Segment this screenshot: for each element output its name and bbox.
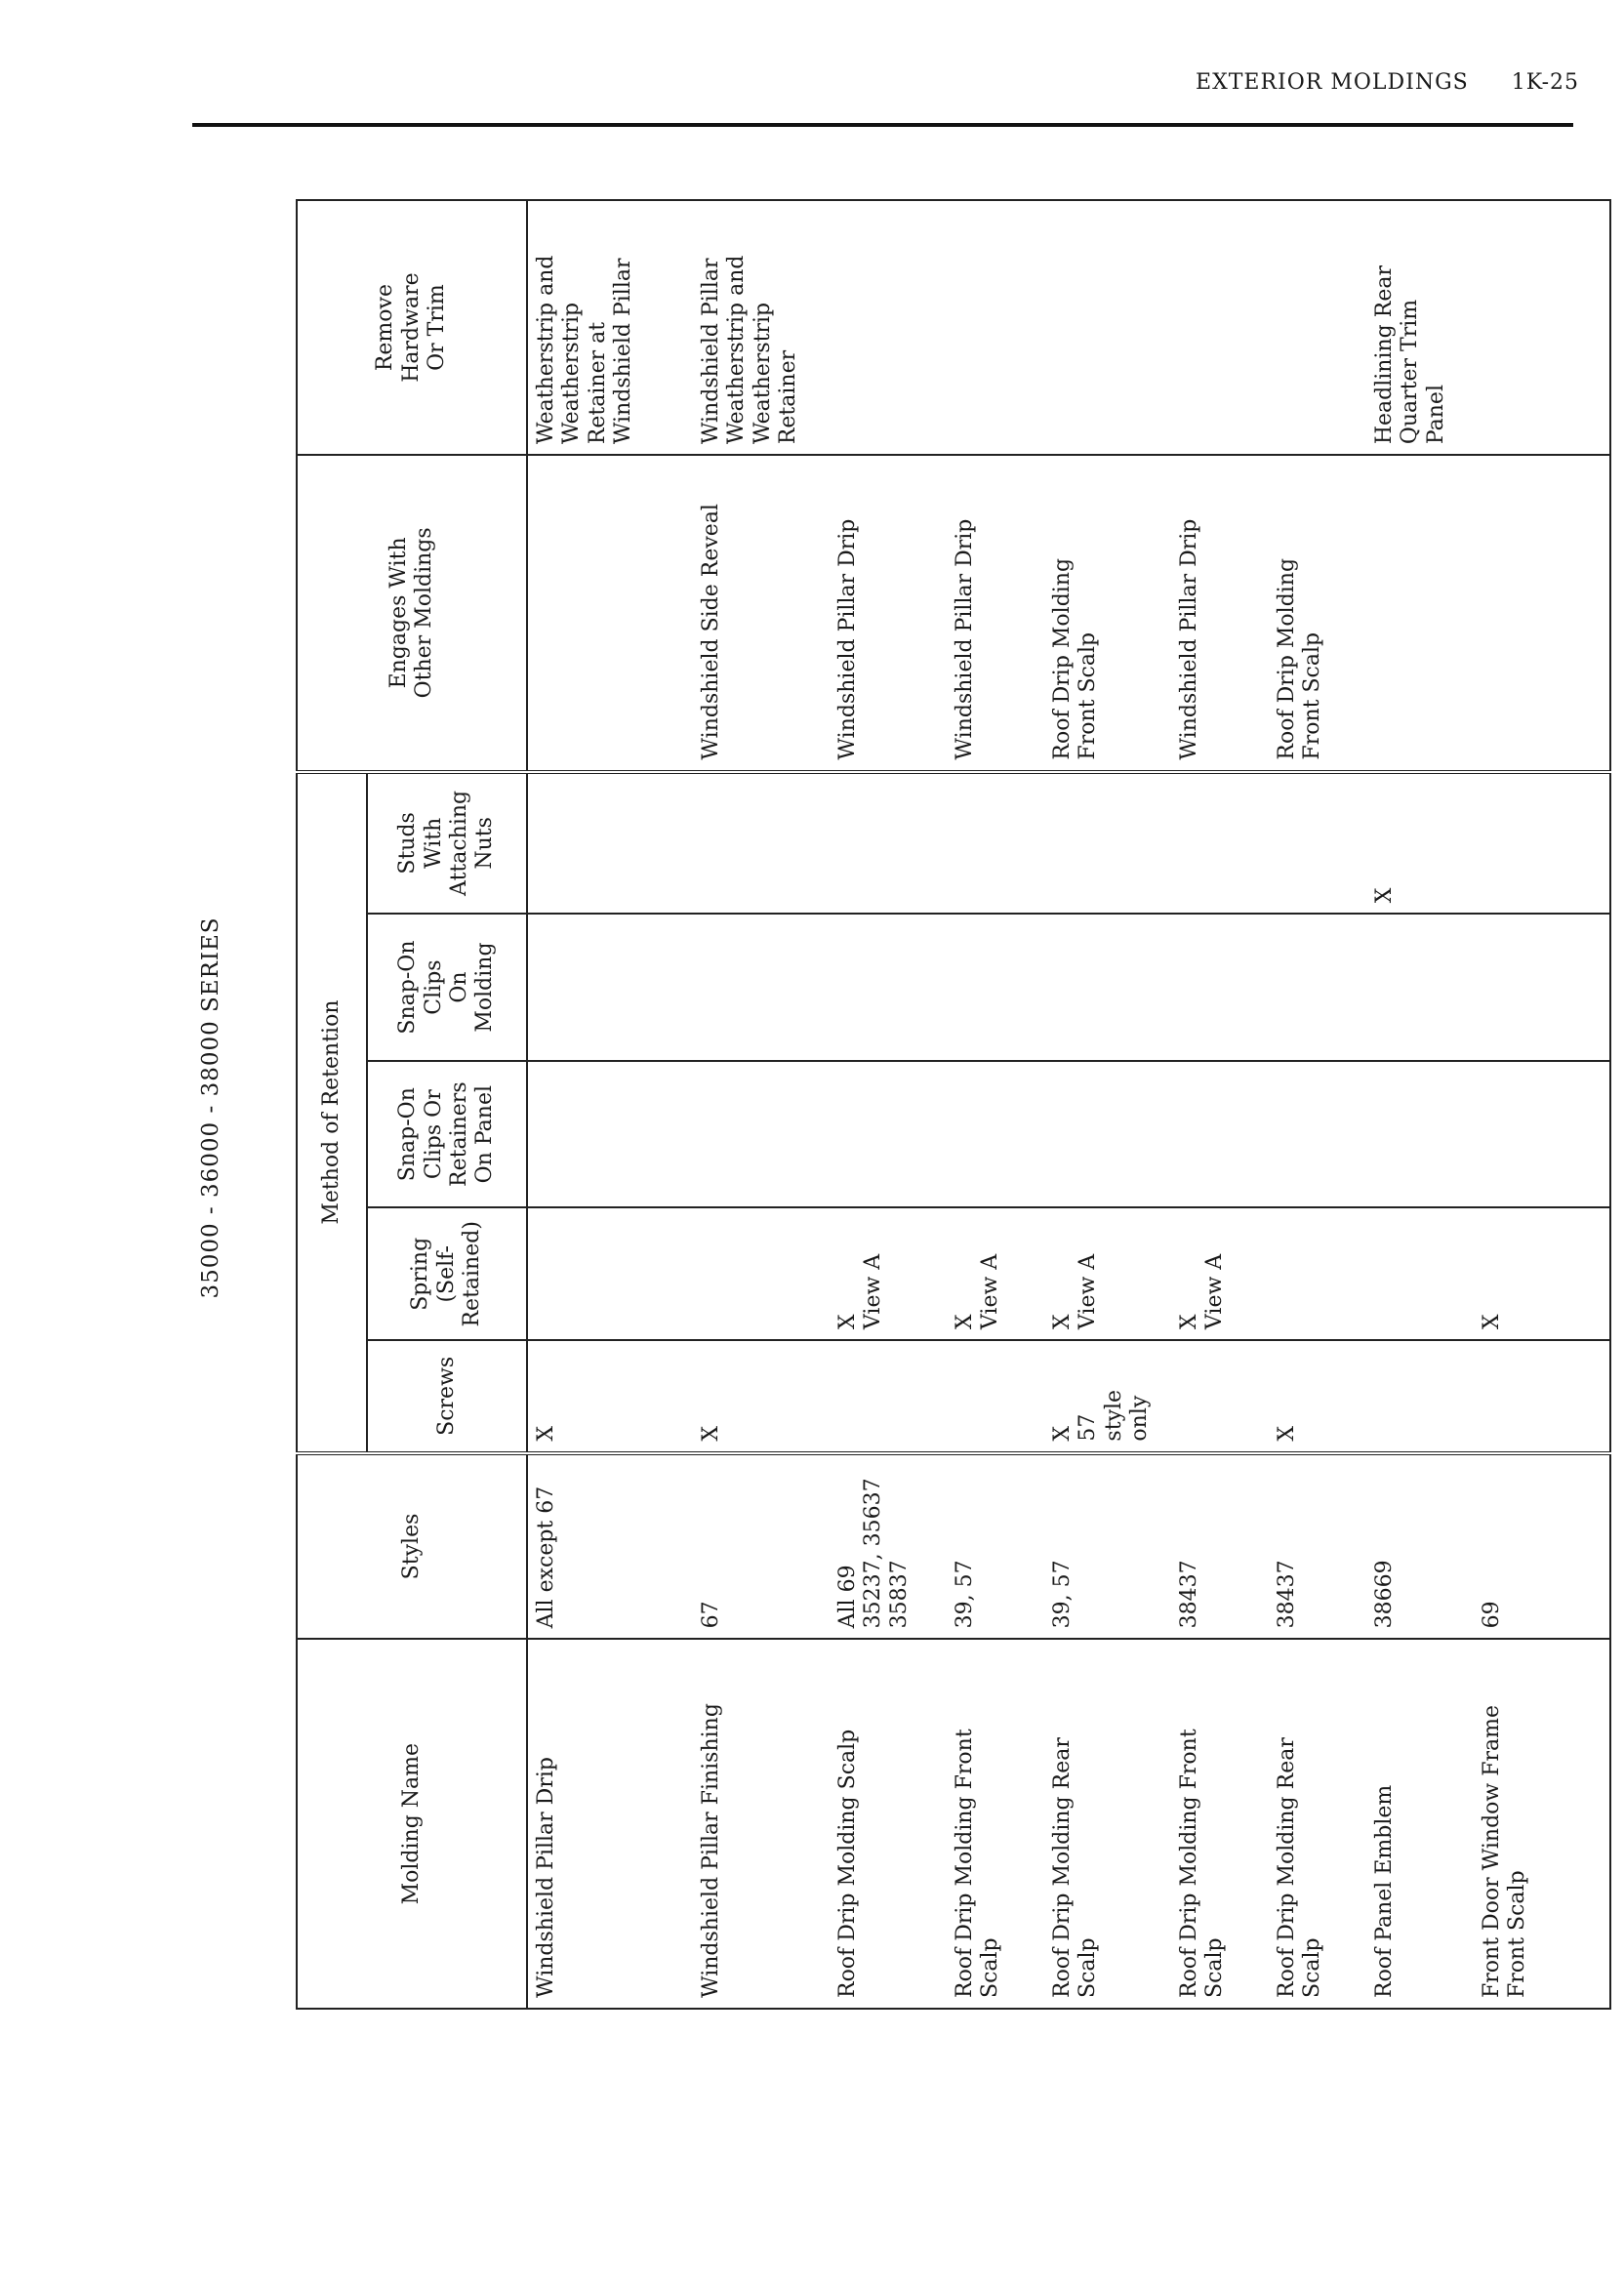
styles-cell: 39, 57	[1044, 1453, 1171, 1640]
spring-cell: X View A	[1171, 1208, 1269, 1341]
engages-cell: Windshield Pillar Drip	[1171, 455, 1269, 771]
table-row	[1366, 200, 1474, 2009]
snap-molding-cell	[1044, 914, 1171, 1061]
screws-cell: X	[693, 1340, 830, 1452]
spring-cell: X	[1474, 1208, 1610, 1341]
snap-molding-cell	[830, 914, 947, 1061]
table-row	[1474, 200, 1610, 2009]
table-row	[527, 200, 693, 2009]
spring-cell	[693, 1208, 830, 1341]
snap-molding-cell	[693, 914, 830, 1061]
engages-cell: Windshield Side Reveal	[693, 455, 830, 771]
studs-cell	[527, 772, 693, 915]
styles-cell: 69	[1474, 1453, 1610, 1640]
studs-cell	[830, 772, 947, 915]
spring-cell: X View A	[947, 1208, 1044, 1341]
studs-cell: X	[1366, 772, 1474, 915]
snap-panel-cell	[1044, 1061, 1171, 1208]
series-title: 35000 - 36000 - 38000 SERIES	[198, 916, 223, 1299]
styles-cell: All 69 35237, 35637 35837	[830, 1453, 947, 1640]
styles-cell: 38437	[1171, 1453, 1269, 1640]
table-row	[1171, 200, 1269, 2009]
screws-cell	[947, 1340, 1044, 1452]
remove-cell: Windshield Pillar Weatherstrip and Weatherstrip Retainer	[693, 200, 830, 455]
molding-name-cell: Roof Drip Molding Rear Scalp	[1044, 1639, 1171, 2009]
table-row	[1044, 200, 1171, 2009]
header-spring: Spring (Self- Retained)	[367, 1208, 527, 1341]
screws-cell: X	[1269, 1340, 1366, 1452]
remove-cell	[1171, 200, 1269, 455]
screws-cell	[830, 1340, 947, 1452]
studs-cell	[1171, 772, 1269, 915]
engages-cell	[1474, 455, 1610, 771]
screws-cell	[1171, 1340, 1269, 1452]
remove-cell: Weatherstrip and Weatherstrip Retainer at Windshield Pillar	[527, 200, 693, 455]
retention-table	[296, 199, 1611, 2010]
spring-cell: X View A	[830, 1208, 947, 1341]
studs-cell	[1044, 772, 1171, 915]
header-rule	[192, 123, 1573, 127]
remove-cell	[947, 200, 1044, 455]
header-snap-molding: Snap-On Clips On Molding	[367, 914, 527, 1061]
table-row	[693, 200, 830, 2009]
engages-cell	[527, 455, 693, 771]
spring-cell	[1366, 1208, 1474, 1341]
header-molding-name: Molding Name	[297, 1639, 527, 2009]
remove-cell	[1269, 200, 1366, 455]
studs-cell	[1269, 772, 1366, 915]
molding-name-cell: Roof Drip Molding Rear Scalp	[1269, 1639, 1366, 2009]
molding-name-cell: Roof Panel Emblem	[1366, 1639, 1474, 2009]
section-title: EXTERIOR MOLDINGS	[1196, 70, 1469, 95]
engages-cell: Windshield Pillar Drip	[947, 455, 1044, 771]
screws-cell	[1366, 1340, 1474, 1452]
table-row	[830, 200, 947, 2009]
studs-cell	[1474, 772, 1610, 915]
snap-panel-cell	[1171, 1061, 1269, 1208]
header-screws: Screws	[367, 1340, 527, 1452]
snap-panel-cell	[830, 1061, 947, 1208]
header-styles: Styles	[297, 1453, 527, 1640]
screws-cell: X 57 style only	[1044, 1340, 1171, 1452]
table-body	[527, 200, 1610, 2009]
spring-cell: X View A	[1044, 1208, 1171, 1341]
header-remove: Remove Hardware Or Trim	[297, 200, 527, 455]
snap-molding-cell	[527, 914, 693, 1061]
molding-name-cell: Roof Drip Molding Front Scalp	[947, 1639, 1044, 2009]
snap-molding-cell	[947, 914, 1044, 1061]
page-number: 1K-25	[1511, 70, 1579, 95]
studs-cell	[947, 772, 1044, 915]
snap-molding-cell	[1474, 914, 1610, 1061]
engages-cell	[1366, 455, 1474, 771]
snap-panel-cell	[1366, 1061, 1474, 1208]
styles-cell: 38437	[1269, 1453, 1366, 1640]
page-header	[1196, 70, 1579, 95]
retention-table-container	[296, 199, 1574, 2010]
studs-cell	[693, 772, 830, 915]
spring-cell	[1269, 1208, 1366, 1341]
screws-cell	[1474, 1340, 1610, 1452]
styles-cell: 39, 57	[947, 1453, 1044, 1640]
styles-cell: 67	[693, 1453, 830, 1640]
header-snap-panel: Snap-On Clips Or Retainers On Panel	[367, 1061, 527, 1208]
engages-cell: Windshield Pillar Drip	[830, 455, 947, 771]
header-method-of-retention: Method of Retention	[297, 772, 367, 1453]
molding-name-cell: Roof Drip Molding Front Scalp	[1171, 1639, 1269, 2009]
engages-cell: Roof Drip Molding Front Scalp	[1269, 455, 1366, 771]
snap-molding-cell	[1171, 914, 1269, 1061]
styles-cell: 38669	[1366, 1453, 1474, 1640]
snap-molding-cell	[1269, 914, 1366, 1061]
snap-panel-cell	[1474, 1061, 1610, 1208]
spring-cell	[527, 1208, 693, 1341]
snap-panel-cell	[527, 1061, 693, 1208]
snap-molding-cell	[1366, 914, 1474, 1061]
header-engages: Engages With Other Moldings	[297, 455, 527, 771]
remove-cell	[1044, 200, 1171, 455]
snap-panel-cell	[947, 1061, 1044, 1208]
snap-panel-cell	[693, 1061, 830, 1208]
remove-cell	[1474, 200, 1610, 455]
remove-cell: Headlining Rear Quarter Trim Panel	[1366, 200, 1474, 455]
snap-panel-cell	[1269, 1061, 1366, 1208]
table-row	[1269, 200, 1366, 2009]
molding-name-cell: Windshield Pillar Finishing	[693, 1639, 830, 2009]
screws-cell: X	[527, 1340, 693, 1452]
styles-cell: All except 67	[527, 1453, 693, 1640]
header-studs: Studs With Attaching Nuts	[367, 772, 527, 915]
table-row	[947, 200, 1044, 2009]
remove-cell	[830, 200, 947, 455]
molding-name-cell: Front Door Window Frame Front Scalp	[1474, 1639, 1610, 2009]
molding-name-cell: Windshield Pillar Drip	[527, 1639, 693, 2009]
molding-name-cell: Roof Drip Molding Scalp	[830, 1639, 947, 2009]
engages-cell: Roof Drip Molding Front Scalp	[1044, 455, 1171, 771]
